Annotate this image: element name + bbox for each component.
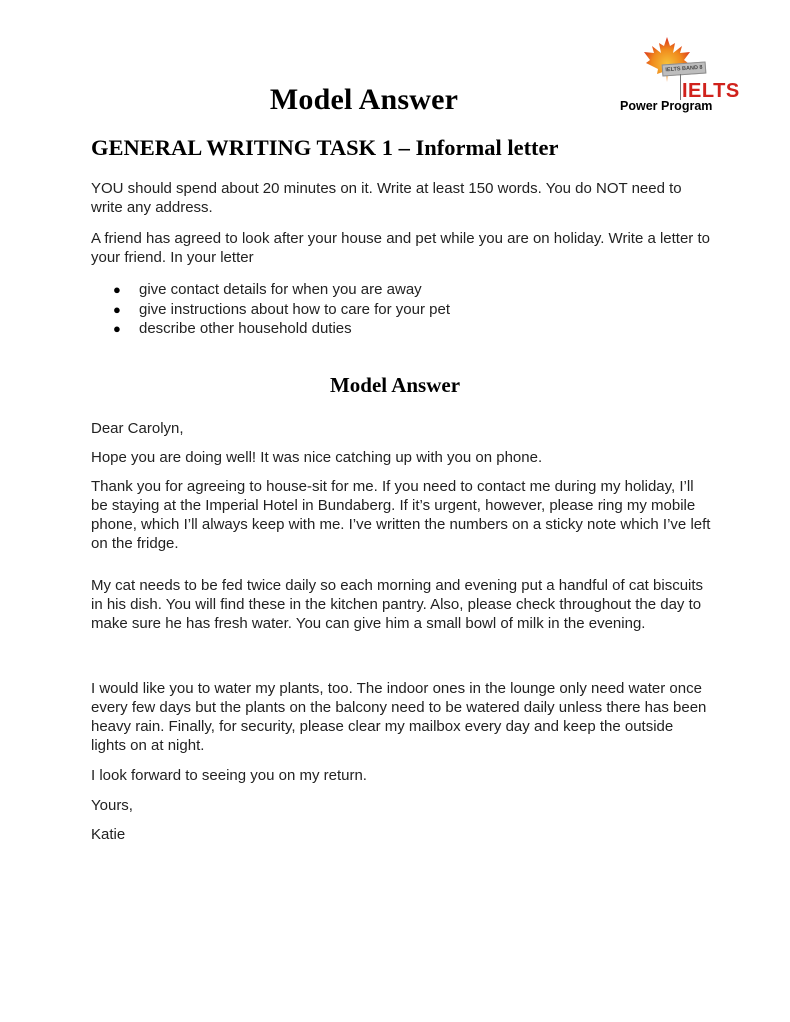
logo-band: IELTS BAND 8 xyxy=(662,61,707,76)
maple-leaf-icon xyxy=(642,36,692,84)
paragraph-pet: My cat needs to be fed twice daily so each morning and evening put a handful of cat biscuits in his dish. You will find these in the kitchen pantry. Also, please check throughout the day to make sure he has fresh water. You can give him a small bowl of milk in the evening. xyxy=(91,577,704,632)
paragraph-household: I would like you to water my plants, too. The indoor ones in the lounge only need water once every few days but the plants on the balcony need to be watered daily unless there has been heavy rain. Finally, for security, please clear my mailbox every day and keep the outside lights on at night. xyxy=(91,680,707,754)
salutation: Dear Carolyn, xyxy=(91,420,184,437)
bullet-icon: ● xyxy=(113,282,121,297)
leaf-stem xyxy=(680,74,681,100)
signature: Katie xyxy=(91,826,126,843)
page-title: Model Answer xyxy=(269,83,459,116)
task-instructions-block xyxy=(91,179,711,217)
logo-brand: IELTS xyxy=(682,80,740,102)
section-subtitle: GENERAL WRITING TASK 1 – Informal letter xyxy=(91,135,559,160)
list-item: ● give contact details for when you are away xyxy=(113,281,422,298)
ielts-logo xyxy=(612,36,740,116)
bullet-icon: ● xyxy=(113,321,121,336)
sign-off: Yours, xyxy=(91,797,133,814)
logo-tagline: Power Program xyxy=(620,99,713,113)
task-prompt: A friend has agreed to look after your house and pet while you are on holiday. Write a letter to your friend. In your letter xyxy=(91,230,710,266)
task-prompt-block xyxy=(91,229,711,267)
closing-line: I look forward to seeing you on my return. xyxy=(91,767,367,784)
task-bullet-list xyxy=(113,280,450,339)
bullet-icon: ● xyxy=(113,301,121,317)
list-item: ● describe other household duties xyxy=(113,320,352,337)
answer-heading: Model Answer xyxy=(329,373,461,397)
opening-line: Hope you are doing well! It was nice catching up with you on phone. xyxy=(91,449,543,466)
task-instructions: YOU should spend about 20 minutes on it. Write at least 150 words. You do NOT need to write any address. xyxy=(91,180,682,216)
paragraph-contact: Thank you for agreeing to house-sit for me. If you need to contact me during my holiday, I’ll be staying at the Imperial Hotel in Bundaberg. If it’s urgent, however, please ring my mobile phone, which I’ll always keep with me. I’ve written the numbers on a sticky note which I’ve left on the fridge. xyxy=(91,478,711,552)
list-item: ● give instructions about how to care for your pet xyxy=(113,300,451,318)
